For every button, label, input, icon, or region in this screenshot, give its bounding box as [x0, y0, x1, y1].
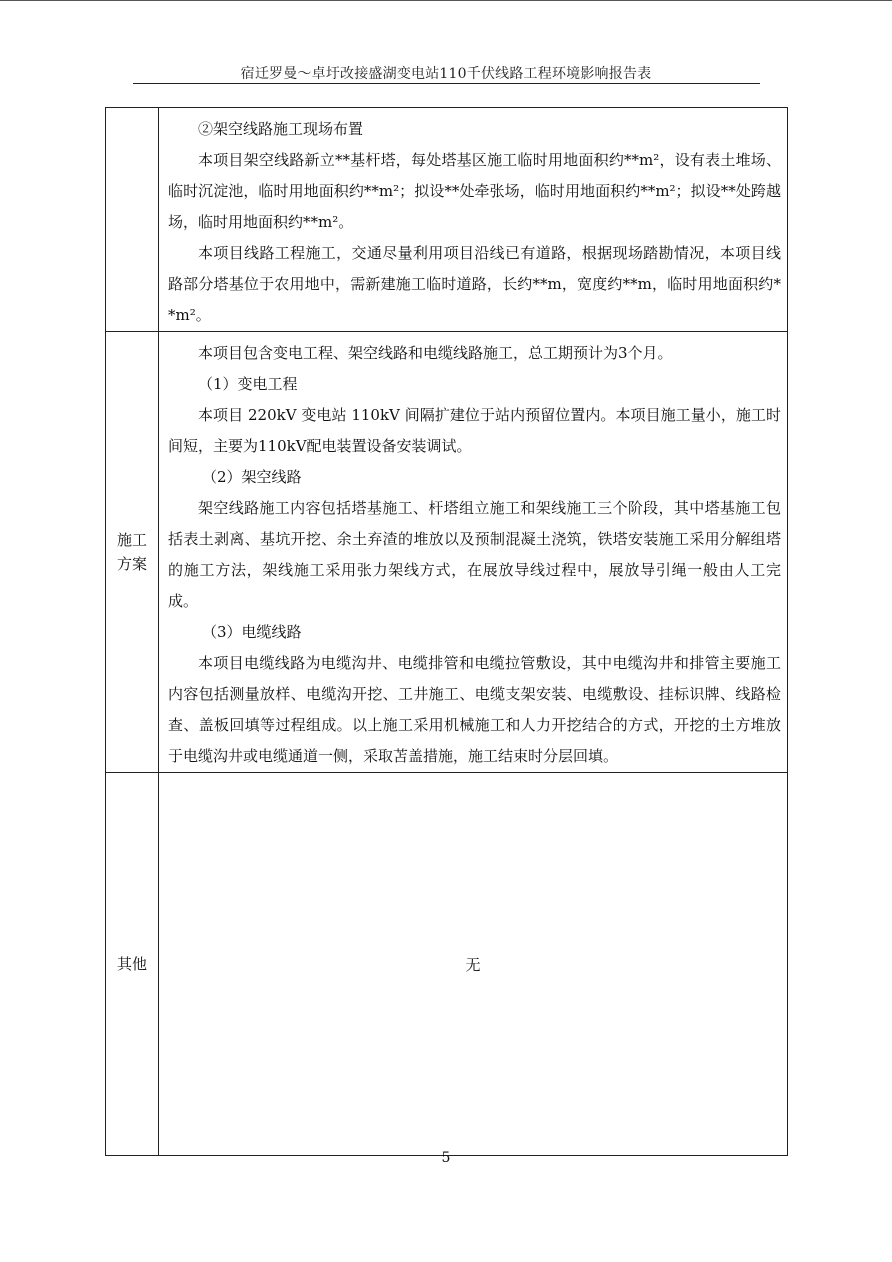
table-row-overhead-site — [106, 108, 788, 332]
cable-line-text: 本项目电缆线路为电缆沟井、电缆排管和电缆拉管敷设，其中电缆沟井和排管主要施工内容包括测量放样、电缆沟开挖、工井施工、电缆支架安装、电缆敷设、挂标识牌、线路检查、盖板回填等过程组成。以上施工采用机械施工和人力开挖结合的方式，开挖的土方堆放于电缆沟井或电缆通道一侧，采取苫盖措施，施工结束时分层回填。 — [168, 654, 781, 765]
table-row-other — [106, 773, 788, 1156]
construction-plan-content — [159, 332, 788, 773]
overhead-site-paragraph-1: 本项目架空线路新立**基杆塔，每处塔基区施工临时用地面积约**m²，设有表土堆场、临时沉淀池，临时用地面积约**m²；拟设**处牵张场，临时用地面积约**m²；拟设**处跨越场，临时用地面积约**m²。 — [168, 151, 781, 231]
header-divider — [133, 83, 760, 84]
row-label-empty — [106, 108, 159, 332]
other-label: 其他 — [116, 955, 147, 973]
table-row-construction-plan — [106, 332, 788, 773]
report-table — [105, 107, 788, 1156]
overhead-site-content — [159, 108, 788, 332]
other-content-text: 无 — [465, 955, 481, 974]
substation-text: 本项目 220kV 变电站 110kV 间隔扩建位于站内预留位置内。本项目施工量小，施工时间短，主要为110kV配电装置设备安装调试。 — [168, 406, 781, 455]
overhead-site-heading: ②架空线路施工现场布置 — [198, 120, 364, 138]
overhead-site-paragraph-2: 本项目线路工程施工，交通尽量利用项目沿线已有道路，根据现场踏勘情况，本项目线路部分塔基位于农用地中，需新建施工临时道路，长约**m，宽度约**m，临时用地面积约**m²。 — [168, 244, 781, 324]
construction-plan-intro: 本项目包含变电工程、架空线路和电缆线路施工，总工期预计为3个月。 — [198, 344, 673, 362]
overhead-line-subtitle: （2）架空线路 — [202, 468, 302, 486]
document-header-title: 宿迁罗曼～卓圩改接盛湖变电站110千伏线路工程环境影响报告表 — [240, 66, 652, 82]
construction-plan-label: 施工方案 — [116, 531, 147, 573]
cable-line-subtitle: （3）电缆线路 — [202, 623, 302, 641]
page-number: 5 — [441, 1150, 451, 1166]
overhead-line-text: 架空线路施工内容包括塔基施工、杆塔组立施工和架线施工三个阶段，其中塔基施工包括表土剥离、基坑开挖、余土弃渣的堆放以及预制混凝土浇筑，铁塔安装施工采用分解组塔的施工方法，架线施工采用张力架线方式，在展放导线过程中，展放导引绳一般由人工完成。 — [168, 499, 781, 610]
row-label-other — [106, 773, 159, 1156]
row-label-construction-plan — [106, 332, 159, 773]
top-border-line — [0, 0, 892, 1]
substation-subtitle: （1）变电工程 — [198, 375, 298, 393]
other-content — [159, 773, 788, 1156]
